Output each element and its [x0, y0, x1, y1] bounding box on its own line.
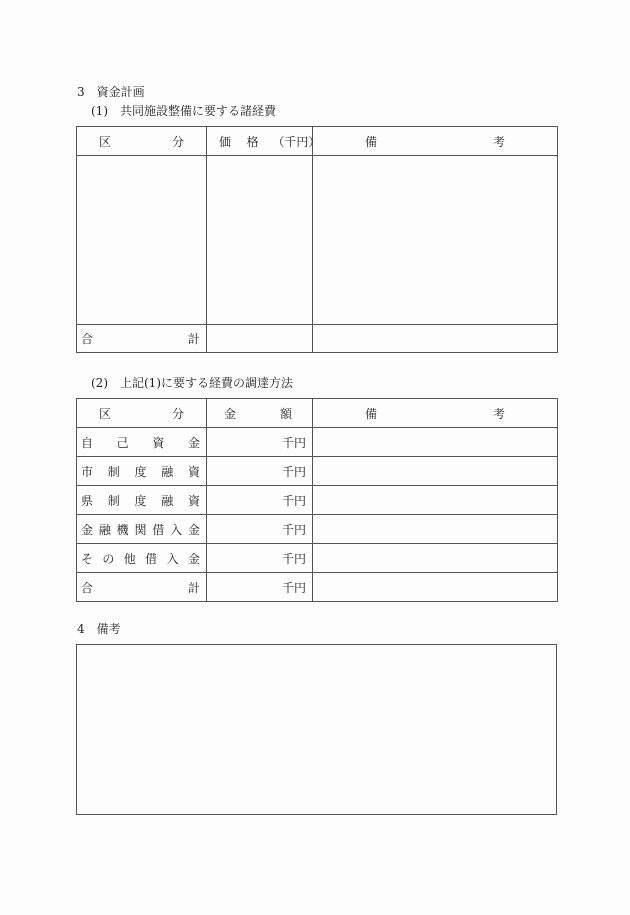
remarks-cell[interactable]	[313, 515, 558, 544]
header-remarks: 備 考	[313, 127, 558, 156]
expense-table	[76, 126, 558, 353]
expense-table-total-row	[77, 325, 558, 353]
expense-table-header	[77, 127, 558, 156]
funding-row-total	[77, 573, 558, 602]
unit-label: 千円	[281, 522, 306, 537]
funding-row-prefecture-loan	[77, 486, 558, 515]
funding-row-other-loan	[77, 544, 558, 573]
funding-table-header	[77, 399, 558, 428]
total-price-cell[interactable]	[207, 325, 313, 353]
remarks-cell[interactable]	[313, 544, 558, 573]
header-category: 区 分	[77, 127, 207, 156]
row-label: 金 融 機 関 借 入 金	[77, 515, 207, 544]
funding-row-own-funds	[77, 428, 558, 457]
funding-row-bank-loan	[77, 515, 558, 544]
row-label: そ の 他 借 入 金	[77, 544, 207, 573]
unit-label: 千円	[281, 435, 306, 450]
unit-label: 千円	[281, 464, 306, 479]
amount-cell[interactable]	[207, 457, 313, 486]
unit-label: 千円	[281, 580, 306, 595]
amount-cell[interactable]	[207, 515, 313, 544]
remarks-cell[interactable]	[313, 428, 558, 457]
remarks-cell[interactable]	[313, 486, 558, 515]
unit-label: 千円	[281, 493, 306, 508]
amount-cell[interactable]	[207, 544, 313, 573]
section-3-title: 3 資金計画	[77, 85, 145, 99]
amount-cell[interactable]	[207, 486, 313, 515]
unit-label: 千円	[281, 551, 306, 566]
funding-table	[76, 398, 558, 602]
remarks-box[interactable]	[76, 644, 557, 815]
row-label: 自 己 資 金	[77, 428, 207, 457]
funding-row-city-loan	[77, 457, 558, 486]
amount-cell[interactable]	[207, 428, 313, 457]
total-remarks-cell[interactable]	[313, 325, 558, 353]
price-input-cell[interactable]	[207, 156, 313, 325]
remarks-input-cell[interactable]	[313, 156, 558, 325]
section-3-2-title: (2) 上記(1)に要する経費の調達方法	[91, 376, 293, 390]
category-input-cell[interactable]	[77, 156, 207, 325]
section-4-title: 4 備考	[77, 622, 121, 636]
row-label: 市 制 度 融 資	[77, 457, 207, 486]
row-label: 合 計	[77, 573, 207, 602]
header-amount: 金 額	[207, 399, 313, 428]
header-price: 価 格 （千円）	[207, 127, 313, 156]
section-3-1-title: (1) 共同施設整備に要する諸経費	[91, 104, 276, 118]
remarks-cell[interactable]	[313, 573, 558, 602]
amount-cell[interactable]	[207, 573, 313, 602]
header-remarks: 備 考	[313, 399, 558, 428]
row-label: 県 制 度 融 資	[77, 486, 207, 515]
total-label: 合 計	[77, 325, 207, 353]
remarks-cell[interactable]	[313, 457, 558, 486]
expense-table-body-row	[77, 156, 558, 325]
header-category: 区 分	[77, 399, 207, 428]
